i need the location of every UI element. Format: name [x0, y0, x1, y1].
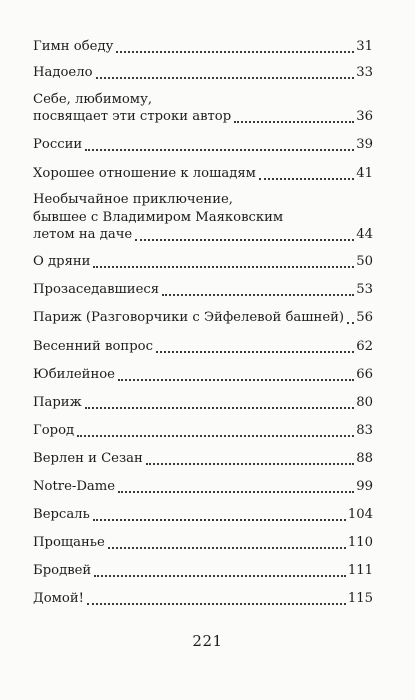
- toc-entry[interactable]: [33, 562, 373, 580]
- dot-leader: [94, 565, 346, 577]
- toc-entry-page-number: 41: [356, 166, 373, 181]
- page-number: 221: [192, 632, 223, 650]
- toc-entry-page-number: 31: [356, 39, 373, 54]
- toc-entry-title: Бродвей: [33, 563, 92, 578]
- toc-entry-title: Прощанье: [33, 535, 105, 550]
- toc-entry-last-line: [33, 422, 373, 440]
- dot-leader: [259, 168, 354, 180]
- toc-entry-last-line: [33, 309, 373, 327]
- dot-leader: [96, 67, 355, 79]
- toc-entry-page-number: 104: [347, 507, 373, 522]
- toc-entry-title: Весенний вопрос: [33, 339, 153, 354]
- toc-entry-title: Прозаседавшиеся: [33, 282, 160, 297]
- toc-entry-page-number: 62: [356, 339, 373, 354]
- dot-leader: [162, 284, 354, 296]
- toc-entry-title: Верлен и Сезан: [33, 451, 143, 466]
- toc-entry-last-line: [33, 450, 373, 468]
- toc-entry-page-number: 56: [356, 310, 373, 325]
- toc-entry[interactable]: [33, 506, 373, 524]
- toc-entry-last-line: [33, 38, 373, 56]
- toc-entry[interactable]: [33, 136, 373, 154]
- toc-entry-title: России: [33, 137, 83, 152]
- toc-entry-title: Домой!: [33, 591, 84, 606]
- toc-entry-title: посвящает эти строки автор: [33, 109, 232, 124]
- dot-leader: [146, 453, 354, 465]
- toc-entry-page-number: 111: [347, 563, 373, 578]
- toc-entry-page-number: 53: [356, 282, 373, 297]
- dot-leader: [118, 369, 354, 381]
- toc-entry[interactable]: [33, 165, 373, 183]
- toc-entry[interactable]: [33, 64, 373, 82]
- toc-entry[interactable]: [33, 394, 373, 412]
- toc-entry[interactable]: [33, 534, 373, 552]
- toc-entry-page-number: 39: [356, 137, 373, 152]
- toc-entry-title-line: Необычайное приключение,: [33, 192, 233, 207]
- toc-entry-title-line: Себе, любимому,: [33, 91, 153, 107]
- toc-entry-title: Notre-Dame: [33, 479, 116, 494]
- toc-entry[interactable]: [33, 281, 373, 299]
- toc-entry-page-number: 33: [356, 65, 373, 80]
- toc-entry-last-line: [33, 165, 373, 183]
- toc-entry-title: Город: [33, 423, 75, 438]
- toc-entry-page-number: 110: [347, 535, 373, 550]
- toc-entry[interactable]: [33, 309, 373, 327]
- dot-leader: [77, 425, 354, 437]
- toc-entry-last-line: [33, 394, 373, 412]
- toc-entry-page-number: 44: [356, 227, 373, 242]
- toc-entry-last-line: [33, 253, 373, 271]
- toc-entry-last-line: [33, 226, 373, 244]
- toc-entry-title: О дряни: [33, 254, 91, 269]
- toc-entry[interactable]: [33, 338, 373, 356]
- toc-entry-title-line: бывшее с Владимиром Маяковским: [33, 209, 284, 225]
- toc-entry-page-number: 83: [356, 423, 373, 438]
- toc-entry-title: Юбилейное: [33, 367, 115, 382]
- dot-leader: [93, 509, 346, 521]
- dot-leader: [116, 41, 354, 53]
- toc-entry-page-number: 80: [356, 395, 373, 410]
- toc-entry[interactable]: [33, 191, 373, 244]
- toc-entry-last-line: [33, 534, 373, 552]
- toc-entry[interactable]: [33, 253, 373, 271]
- toc-entry-last-line: [33, 366, 373, 384]
- toc-entry-title: Хорошее отношение к лошадям: [33, 166, 256, 181]
- dot-leader: [87, 593, 346, 605]
- dot-leader: [135, 229, 354, 241]
- toc-entry-last-line: [33, 108, 373, 126]
- toc-entry[interactable]: [33, 450, 373, 468]
- toc-entry-page-number: 115: [347, 591, 373, 606]
- toc-entry-page-number: 36: [356, 109, 373, 124]
- toc-entry[interactable]: [33, 366, 373, 384]
- toc-entry-last-line: [33, 338, 373, 356]
- toc-entry[interactable]: [33, 91, 373, 126]
- toc-entry[interactable]: [33, 38, 373, 56]
- toc-entry-title: Париж: [33, 395, 82, 410]
- dot-leader: [85, 397, 354, 409]
- toc-entry-last-line: [33, 478, 373, 496]
- dot-leader: [156, 341, 354, 353]
- toc-entry-last-line: [33, 64, 373, 82]
- toc-entry[interactable]: [33, 478, 373, 496]
- dot-leader: [108, 537, 346, 549]
- toc-entry-title: летом на даче: [33, 227, 133, 242]
- toc-entry-title: Гимн обеду: [33, 39, 114, 54]
- dot-leader: [93, 256, 354, 268]
- toc-entry[interactable]: [33, 590, 373, 608]
- toc-entry-page-number: 66: [356, 367, 373, 382]
- toc-entry-page-number: 88: [356, 451, 373, 466]
- toc-entry-title: Париж (Разговорчики с Эйфелевой башней): [33, 310, 345, 325]
- dot-leader: [118, 481, 354, 493]
- toc-entry-page-number: 50: [356, 254, 373, 269]
- toc-entry-page-number: 99: [356, 479, 373, 494]
- toc-entry-title: Версаль: [33, 507, 90, 522]
- toc-entry-last-line: [33, 506, 373, 524]
- toc-entry-last-line: [33, 590, 373, 608]
- toc-entry-title: Надоело: [33, 65, 93, 80]
- dot-leader: [347, 312, 354, 324]
- dot-leader: [234, 111, 354, 123]
- dot-leader: [85, 139, 354, 151]
- toc-entry-last-line: [33, 281, 373, 299]
- toc-entry[interactable]: [33, 422, 373, 440]
- toc-entry-last-line: [33, 562, 373, 580]
- toc-entry-last-line: [33, 136, 373, 154]
